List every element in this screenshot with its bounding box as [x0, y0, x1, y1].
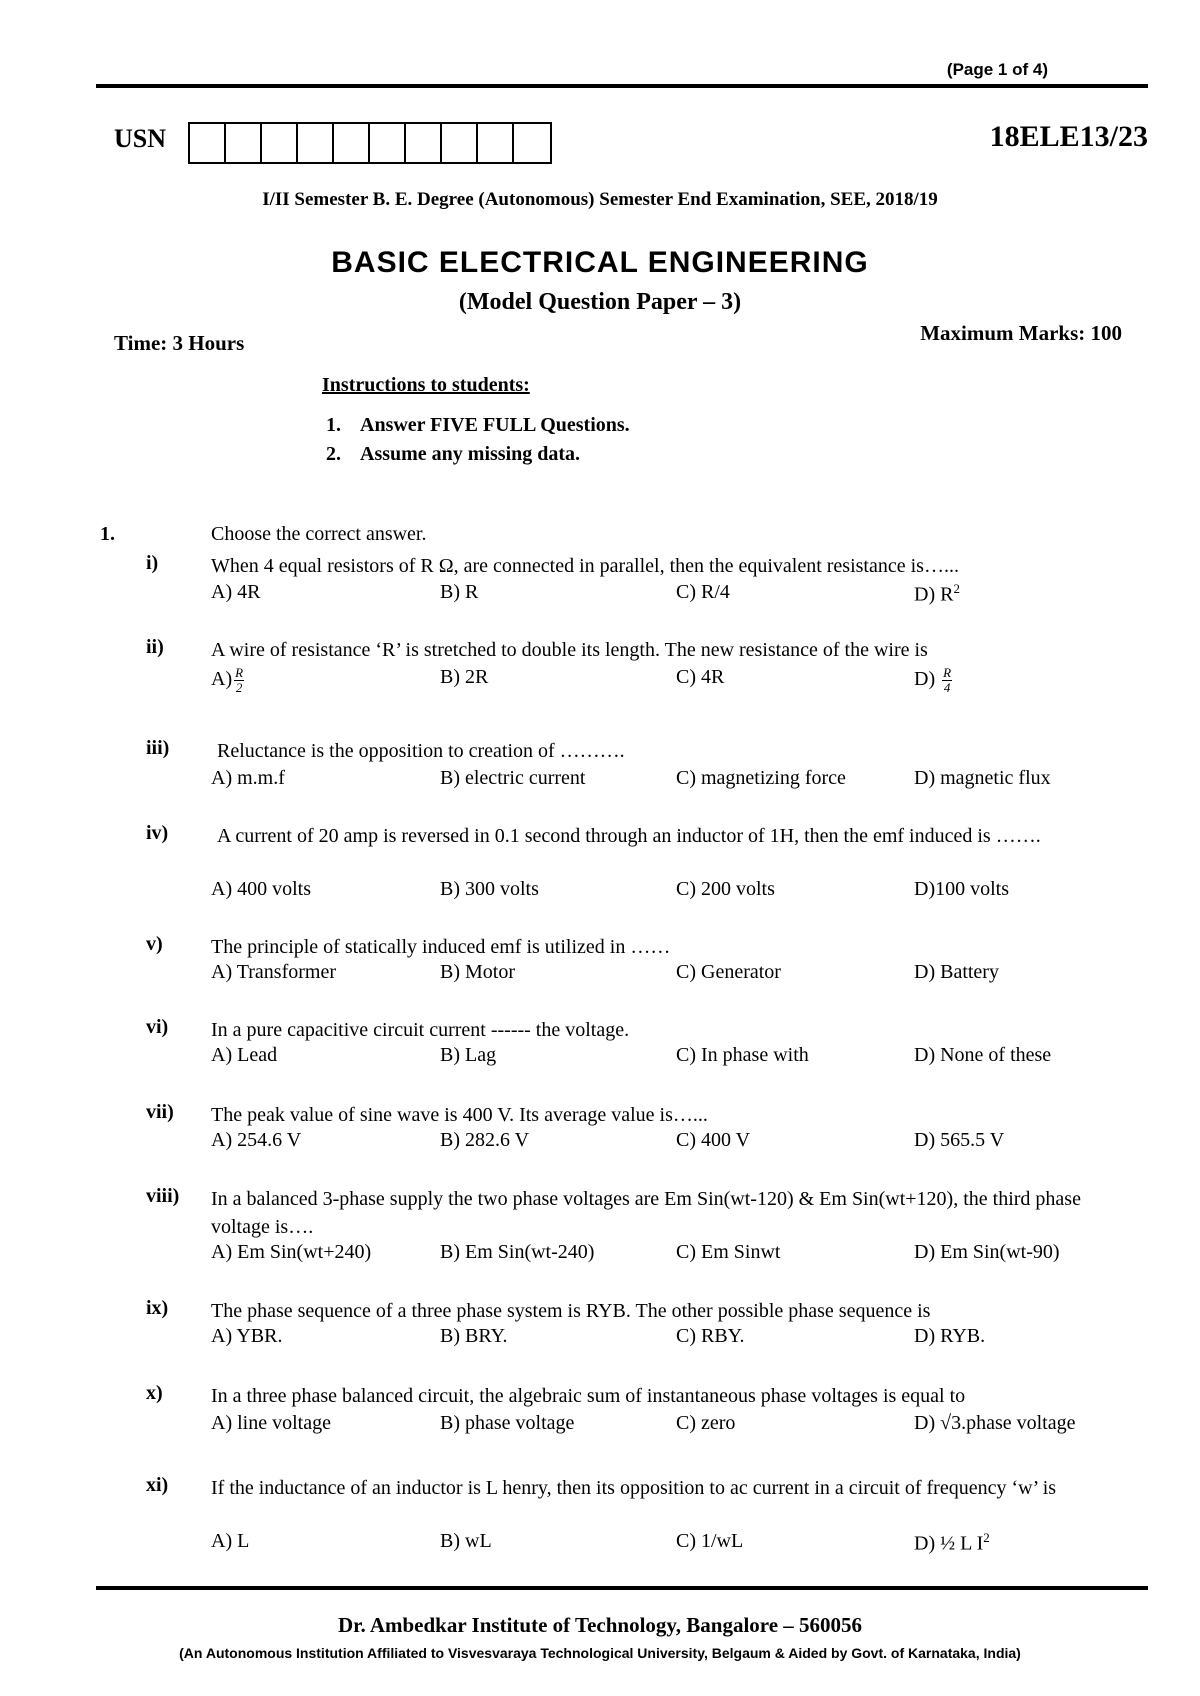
- option-a: A) line voltage: [211, 1412, 331, 1434]
- option-a: A) m.m.f: [211, 767, 285, 789]
- option-a: A) Lead: [211, 1044, 278, 1066]
- option-b: B) Em Sin(wt-240): [440, 1241, 595, 1263]
- sub-question-stem: When 4 equal resistors of R Ω, are connected in parallel, then the equivalent resistance is…...: [211, 555, 959, 577]
- superscript: 2: [953, 581, 960, 596]
- sub-question-label: x): [146, 1382, 163, 1404]
- sub-question-label: xi): [146, 1474, 169, 1496]
- institute-name: Dr. Ambedkar Institute of Technology, Bangalore – 560056: [337, 1613, 863, 1637]
- usn-entry-boxes: [188, 122, 552, 164]
- option-a: A) 254.6 V: [211, 1129, 302, 1151]
- usn-box: [298, 124, 334, 162]
- option-c: C) Em Sinwt: [676, 1241, 781, 1263]
- sub-question-stem: Reluctance is the opposition to creation of ……….: [217, 740, 625, 762]
- option-b: B) Motor: [440, 961, 515, 983]
- sub-question-label: v): [146, 933, 163, 955]
- instruction-text: Assume any missing data.: [360, 443, 581, 465]
- sub-question-label: iv): [146, 822, 169, 844]
- option-b: B) R: [440, 581, 479, 603]
- option-d: [914, 666, 952, 695]
- option-c: C) 400 V: [676, 1129, 751, 1151]
- sub-question-label: viii): [146, 1185, 180, 1207]
- option-d: D) √3.phase voltage: [914, 1412, 1076, 1434]
- paper-subtitle: (Model Question Paper – 3): [458, 289, 742, 315]
- option-c: C) In phase with: [676, 1044, 809, 1066]
- option-d: D) Battery: [914, 961, 999, 983]
- option-d: D) 565.5 V: [914, 1129, 1005, 1151]
- option-c: C) 200 volts: [676, 878, 775, 900]
- option-b: B) electric current: [440, 767, 586, 789]
- fraction-numerator: R: [943, 665, 952, 680]
- option-c: C) 1/wL: [676, 1530, 744, 1552]
- fraction-numerator: R: [235, 665, 244, 680]
- sub-question-stem: The principle of statically induced emf is utilized in ……: [211, 936, 671, 958]
- instruction-number: 1.: [326, 414, 341, 436]
- option-b: B) Lag: [440, 1044, 497, 1066]
- usn-box: [406, 124, 442, 162]
- fraction-denominator: 4: [943, 680, 951, 695]
- option-a: A) YBR.: [211, 1325, 283, 1347]
- fraction-denominator: 2: [235, 680, 243, 695]
- sub-question-stem: The phase sequence of a three phase system is RYB. The other possible phase sequence is: [211, 1300, 931, 1322]
- sub-question-label: vii): [146, 1101, 174, 1123]
- option-a: A) 4R: [211, 581, 261, 603]
- sub-question-stem: In a three phase balanced circuit, the algebraic sum of instantaneous phase voltages is equal to: [211, 1385, 966, 1407]
- option-d-text: D) R: [914, 583, 954, 606]
- sub-question-stem: A current of 20 amp is reversed in 0.1 second through an inductor of 1H, then the emf induced is …….: [217, 825, 1041, 847]
- footer-rule: [96, 1586, 1148, 1590]
- option-a: A) 400 volts: [211, 878, 311, 900]
- option-a: A) L: [211, 1530, 250, 1552]
- semester-line: I/II Semester B. E. Degree (Autonomous) Semester End Examination, SEE, 2018/19: [262, 189, 938, 210]
- instruction-text: Answer FIVE FULL Questions.: [360, 414, 630, 436]
- usn-box: [370, 124, 406, 162]
- option-b: B) 2R: [440, 666, 489, 688]
- option-d-text: D) ½ L I: [914, 1532, 984, 1555]
- institute-affiliation: (An Autonomous Institution Affiliated to Visvesvaraya Technological University, Belgaum & Aided by Govt. of Karnataka, India): [179, 1645, 1021, 1661]
- usn-box: [262, 124, 298, 162]
- sub-question-stem: In a balanced 3-phase supply the two phase voltages are Em Sin(wt-120) & Em Sin(wt+120), the third phase voltage is….: [211, 1188, 1081, 1238]
- option-c: C) zero: [676, 1412, 736, 1434]
- usn-box: [442, 124, 478, 162]
- option-b: B) wL: [440, 1530, 492, 1552]
- sub-question-label: i): [146, 552, 159, 574]
- question-number: 1.: [100, 523, 115, 545]
- time-allowed: Time: 3 Hours: [114, 331, 245, 355]
- option-b: B) 300 volts: [440, 878, 539, 900]
- fraction: [942, 666, 952, 695]
- instruction-item: [326, 414, 630, 437]
- option-c: C) R/4: [676, 581, 730, 603]
- page-number: (Page 1 of 4): [946, 60, 1048, 79]
- instructions-heading: Instructions to students:: [322, 374, 530, 396]
- superscript: 2: [983, 1530, 990, 1545]
- sub-question-stem: A wire of resistance ‘R’ is stretched to double its length. The new resistance of the wire is: [211, 639, 928, 661]
- option-d: D) Em Sin(wt-90): [914, 1241, 1060, 1263]
- option-b: B) phase voltage: [440, 1412, 575, 1434]
- maximum-marks: Maximum Marks: 100: [920, 321, 1122, 345]
- sub-question-label: iii): [146, 737, 170, 759]
- option-a: A) Em Sin(wt+240): [211, 1241, 372, 1263]
- option-d: [914, 1530, 990, 1556]
- option-a-text: A): [211, 668, 233, 691]
- option-b: B) BRY.: [440, 1325, 508, 1347]
- option-d-text: D): [914, 668, 936, 691]
- instruction-item: [326, 443, 581, 466]
- option-d: [914, 581, 960, 607]
- option-d: D) magnetic flux: [914, 767, 1051, 789]
- usn-box: [226, 124, 262, 162]
- sub-question-label: ii): [146, 636, 164, 658]
- option-c: C) RBY.: [676, 1325, 745, 1347]
- option-b: B) 282.6 V: [440, 1129, 530, 1151]
- option-a: [211, 666, 244, 695]
- usn-box: [334, 124, 370, 162]
- option-d: D) None of these: [914, 1044, 1052, 1066]
- sub-question-stem: The peak value of sine wave is 400 V. Its average value is…...: [211, 1104, 708, 1126]
- option-d: D) RYB.: [914, 1325, 986, 1347]
- instruction-number: 2.: [326, 443, 341, 465]
- option-d: D)100 volts: [914, 878, 1009, 900]
- sub-question-label: ix): [146, 1297, 169, 1319]
- option-c: C) Generator: [676, 961, 781, 983]
- usn-box: [190, 124, 226, 162]
- course-code: 18ELE13/23: [989, 120, 1148, 153]
- usn-box: [478, 124, 514, 162]
- question-intro: Choose the correct answer.: [211, 523, 427, 545]
- header-rule: [96, 84, 1148, 88]
- option-c: C) magnetizing force: [676, 767, 846, 789]
- sub-question-stem: If the inductance of an inductor is L henry, then its opposition to ac current in a circuit of frequency ‘w’ is: [211, 1477, 1057, 1499]
- usn-label: USN: [114, 124, 167, 153]
- sub-question-label: vi): [146, 1016, 169, 1038]
- paper-title: BASIC ELECTRICAL ENGINEERING: [331, 246, 869, 279]
- fraction: [234, 666, 244, 695]
- usn-box: [514, 124, 550, 162]
- sub-question-stem: In a pure capacitive circuit current ------ the voltage.: [211, 1019, 630, 1041]
- option-a: A) Transformer: [211, 961, 336, 983]
- option-c: C) 4R: [676, 666, 725, 688]
